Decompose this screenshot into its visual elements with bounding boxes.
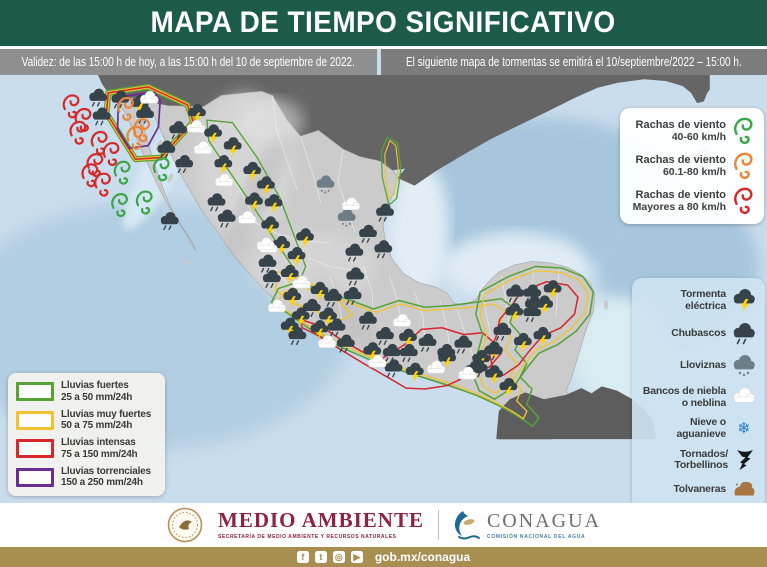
- symbol-row: Tornados/ Torbellinos: [640, 448, 757, 472]
- semarnat-title: MEDIO AMBIENTE: [218, 508, 424, 532]
- wind-range: 60.1-80 km/h: [662, 166, 726, 179]
- symbol-row: Bancos de niebla o neblina: [640, 386, 757, 409]
- next-issue-text: El siguiente mapa de tormentas se emitirá el 10/septiembre/2022 – 15:00 h.: [406, 55, 742, 69]
- symbol-row: Tormenta eléctrica: [640, 288, 757, 314]
- symbol-row: Chubascos: [640, 322, 757, 346]
- rain-legend-row: Lluvias intensas 75 a 150 mm/24h: [16, 437, 157, 461]
- wind-label: Rachas de viento: [635, 153, 726, 166]
- rain-legend-row: Lluvias muy fuertes 50 a 75 mm/24h: [16, 409, 157, 433]
- conagua-title: CONAGUA: [486, 509, 601, 532]
- semarnat-subtitle: SECRETARÍA DE MEDIO AMBIENTE Y RECURSOS NATURALES: [218, 534, 397, 540]
- drizzle-icon: [731, 354, 757, 378]
- footer-divider: [438, 510, 439, 540]
- wind-legend-row: [628, 152, 756, 180]
- semarnat-logo: [218, 510, 424, 540]
- weather-symbols-legend: [632, 278, 765, 510]
- tornado-icon: [733, 448, 757, 472]
- conagua-logo: [453, 509, 601, 541]
- rain-legend-row: Lluvias fuertes 25 a 50 mm/24h: [16, 380, 157, 404]
- facebook-icon[interactable]: f: [297, 551, 309, 563]
- wind-swirl-icon: [730, 152, 756, 180]
- symbol-row: Tolvaneras: [640, 480, 757, 500]
- wind-legend-row: [628, 187, 756, 215]
- twitter-icon[interactable]: t: [315, 551, 327, 563]
- footer-social-bar: [0, 547, 767, 567]
- wind-legend-row: [628, 117, 756, 145]
- footer-institutions: [0, 503, 767, 547]
- wind-swirl-icon: [730, 187, 756, 215]
- rain-swatch-green: [16, 382, 54, 401]
- wind-gust-legend: [620, 108, 764, 224]
- symbol-row: Lloviznas: [640, 354, 757, 378]
- wind-label: Rachas de viento: [635, 188, 726, 201]
- page-title: MAPA DE TIEMPO SIGNIFICATIVO: [150, 6, 617, 39]
- snow-icon: [731, 418, 757, 440]
- fog-icon: [731, 387, 757, 409]
- instagram-icon[interactable]: ◎: [333, 551, 345, 563]
- government-seal-icon: [166, 506, 204, 544]
- rain-swatch-yellow: [16, 411, 54, 430]
- wind-range: Mayores a 80 km/h: [632, 201, 726, 214]
- footer-url[interactable]: gob.mx/conagua: [374, 550, 471, 564]
- rain-swatch-purple: [16, 468, 54, 487]
- validity-bar: [0, 49, 377, 75]
- wind-swirl-icon: [730, 117, 756, 145]
- conagua-subtitle: COMISIÓN NACIONAL DEL AGUA: [486, 533, 586, 540]
- storm-icon: [731, 288, 757, 314]
- wind-range: 40-60 km/h: [671, 131, 726, 144]
- next-issue-bar: [381, 49, 767, 75]
- rain-swatch-red: [16, 439, 54, 458]
- wind-label: Rachas de viento: [635, 118, 726, 131]
- validity-text: Validez: de las 15:00 h de hoy, a las 15:00 h del 10 de septiembre de 2022.: [21, 55, 356, 69]
- header-bar: [0, 0, 767, 46]
- youtube-icon[interactable]: ▶: [351, 551, 363, 563]
- conagua-water-icon: [453, 509, 481, 541]
- rain-legend-row: Lluvias torrenciales 150 a 250 mm/24h: [16, 466, 157, 490]
- symbol-row: Nieve o aguanieve: [640, 417, 757, 440]
- rainfall-legend: [8, 373, 165, 496]
- showers-icon: [731, 322, 757, 346]
- dust-icon: [731, 480, 757, 500]
